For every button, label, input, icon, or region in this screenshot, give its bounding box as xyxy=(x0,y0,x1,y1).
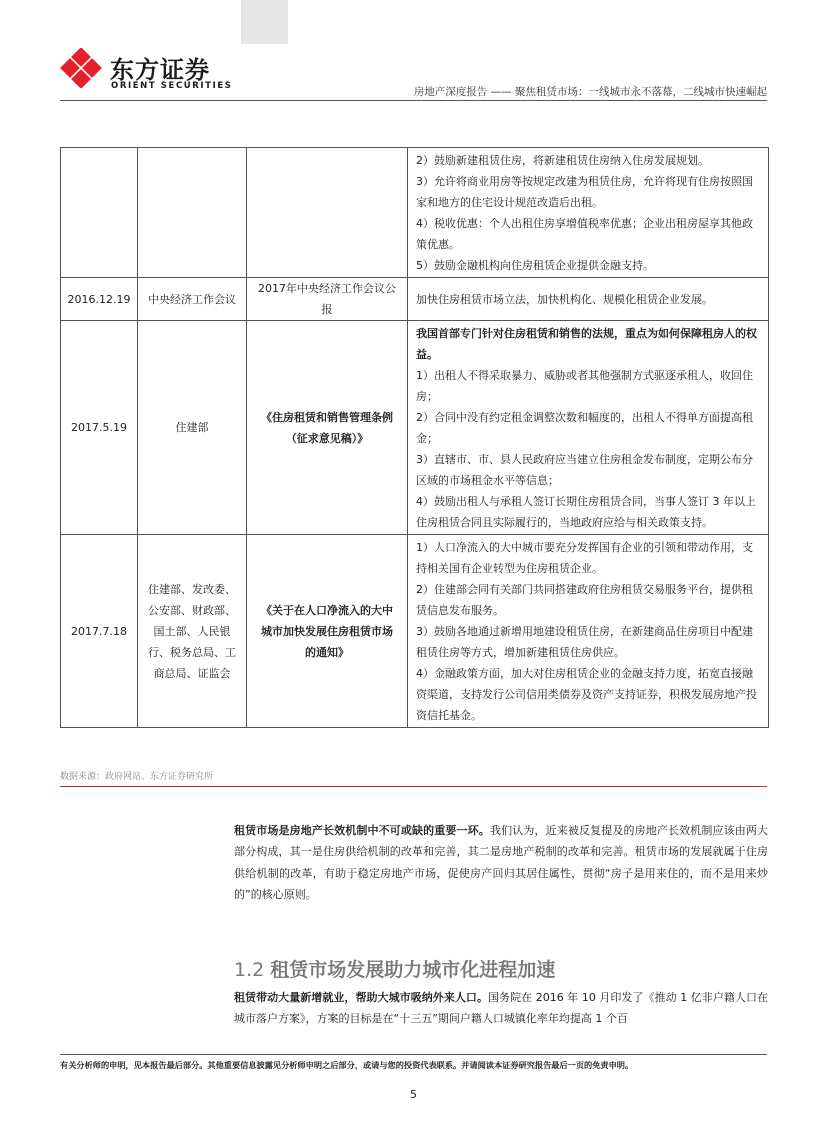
paragraph-lead: 租赁带动大量新增就业，帮助大城市吸纳外来人口。 xyxy=(234,991,488,1004)
content-item: 1）人口净流入的大中城市要充分发挥国有企业的引领和带动作用，支持相关国有企业转型为住房租赁企业。 xyxy=(416,541,753,575)
dept-cell: 住建部、发改委、公安部、财政部、国土部、人民银行、税务总局、工商总局、证监会 xyxy=(138,535,247,728)
dept-cell xyxy=(138,148,247,278)
content-cell xyxy=(408,278,769,321)
doc-cell: 2017年中央经济工作会议公报 xyxy=(247,278,408,321)
section-heading xyxy=(234,955,555,982)
content-item: 加快住房租赁市场立法，加快机构化、规模化租赁企业发展。 xyxy=(416,293,713,306)
content-item: 5）鼓励金融机构向住房租赁企业提供金融支持。 xyxy=(416,259,654,272)
page-number: 5 xyxy=(410,1088,417,1101)
date-cell: 2017.7.18 xyxy=(61,535,138,728)
table-row xyxy=(61,535,769,728)
content-cell xyxy=(408,535,769,728)
content-item: 2）鼓励新建租赁住房，将新建租赁住房纳入住房发展规划。 xyxy=(416,154,709,167)
doc-cell: 《住房租赁和销售管理条例（征求意见稿）》 xyxy=(247,321,408,535)
content-item: 1）出租人不得采取暴力、威胁或者其他强制方式驱逐承租人，收回住房； xyxy=(416,369,753,403)
content-item: 3）允许将商业用房等按规定改建为租赁住房，允许将现有住房按照国家和地方的住宅设计规范改造后出租。 xyxy=(416,175,753,209)
source-divider xyxy=(60,786,767,787)
content-item: 3）鼓励各地通过新增用地建设租赁住房，在新建商品住房项目中配建租赁住房等方式，增加新建租赁住房供应。 xyxy=(416,625,753,659)
logo-chinese-name: 东方证券 xyxy=(110,56,210,84)
disclaimer-text: 有关分析师的申明，见本报告最后部分。其他重要信息披露见分析师申明之后部分，或请与您的投资代表联系。并请阅读本证券研究报告最后一页的免责申明。 xyxy=(60,1060,634,1070)
content-item: 4）税收优惠：个人出租住房享增值税率优惠；企业出租房屋享其他政策优惠。 xyxy=(416,217,753,251)
table-row xyxy=(61,321,769,535)
paragraph-text: 我们认为，近来被反复提及的房地产长效机制应该由两大部分构成，其一是住房供给机制的改革和完善，其二是房地产税制的改革和完善。租赁市场的发展就属于住房供给机制的改革，有助于稳定房地产市场，促使房产回归其居住属性，贯彻“房子是用来住的，而不是用来炒的”的核心原则。 xyxy=(234,824,768,901)
body-paragraph xyxy=(234,987,768,1030)
table-row xyxy=(61,148,769,278)
content-headline: 我国首部专门针对住房租赁和销售的法规，重点为如何保障租房人的权益。 xyxy=(416,327,757,361)
section-number: 1.2 xyxy=(234,959,265,981)
body-paragraph xyxy=(234,820,768,905)
dept-cell: 中央经济工作会议 xyxy=(138,278,247,321)
content-cell xyxy=(408,148,769,278)
content-cell xyxy=(408,321,769,535)
content-item: 3）直辖市、市、县人民政府应当建立住房租金发布制度，定期公布分区域的市场租金水平等信息； xyxy=(416,453,753,487)
table-row xyxy=(61,278,769,321)
content-item: 4）金融政策方面，加大对住房租赁企业的金融支持力度，拓宽直接融资渠道，支持发行公司信用类债券及资产支持证券，积极发展房地产投资信托基金。 xyxy=(416,667,757,722)
section-title: 租赁市场发展助力城市化进程加速 xyxy=(270,959,556,981)
policy-table xyxy=(60,147,769,728)
data-source-note: 数据来源：政府网站、东方证券研究所 xyxy=(60,772,214,782)
date-cell: 2016.12.19 xyxy=(61,278,138,321)
paragraph-lead: 租赁市场是房地产长效机制中不可或缺的重要一环。 xyxy=(234,824,490,837)
dept-cell: 住建部 xyxy=(138,321,247,535)
doc-cell: 《关于在人口净流入的大中城市加快发展住房租赁市场的通知》 xyxy=(247,535,408,728)
company-logo xyxy=(60,48,233,94)
footer-divider xyxy=(60,1054,767,1055)
content-item: 4）鼓励出租人与承租人签订长期住房租赁合同，当事人签订 3 年以上住房租赁合同且实际履行的，当地政府应给与相关政策支持。 xyxy=(416,495,756,529)
header-divider xyxy=(60,100,767,101)
report-title: 房地产深度报告 —— 聚焦租赁市场：一线城市永不落幕，二线城市快速崛起 xyxy=(413,86,767,98)
content-item: 2）合同中没有约定租金调整次数和幅度的，出租人不得单方面提高租金； xyxy=(416,411,753,445)
content-item: 2）住建部会同有关部门共同搭建政府住房租赁交易服务平台，提供租赁信息发布服务。 xyxy=(416,583,753,617)
doc-cell xyxy=(247,148,408,278)
date-cell xyxy=(61,148,138,278)
paragraph-text: 国务院在 2016 年 10 月印发了《推动 1 亿非户籍人口在城市落户方案》，方案的目标是在“十三五”期间户籍人口城镇化率年均提高 1 个百 xyxy=(234,991,769,1026)
date-cell: 2017.5.19 xyxy=(61,321,138,535)
header-decor-band xyxy=(241,0,288,44)
logo-english-name: ORIENT SECURITIES xyxy=(111,81,233,91)
logo-diamond-icon xyxy=(60,48,106,88)
